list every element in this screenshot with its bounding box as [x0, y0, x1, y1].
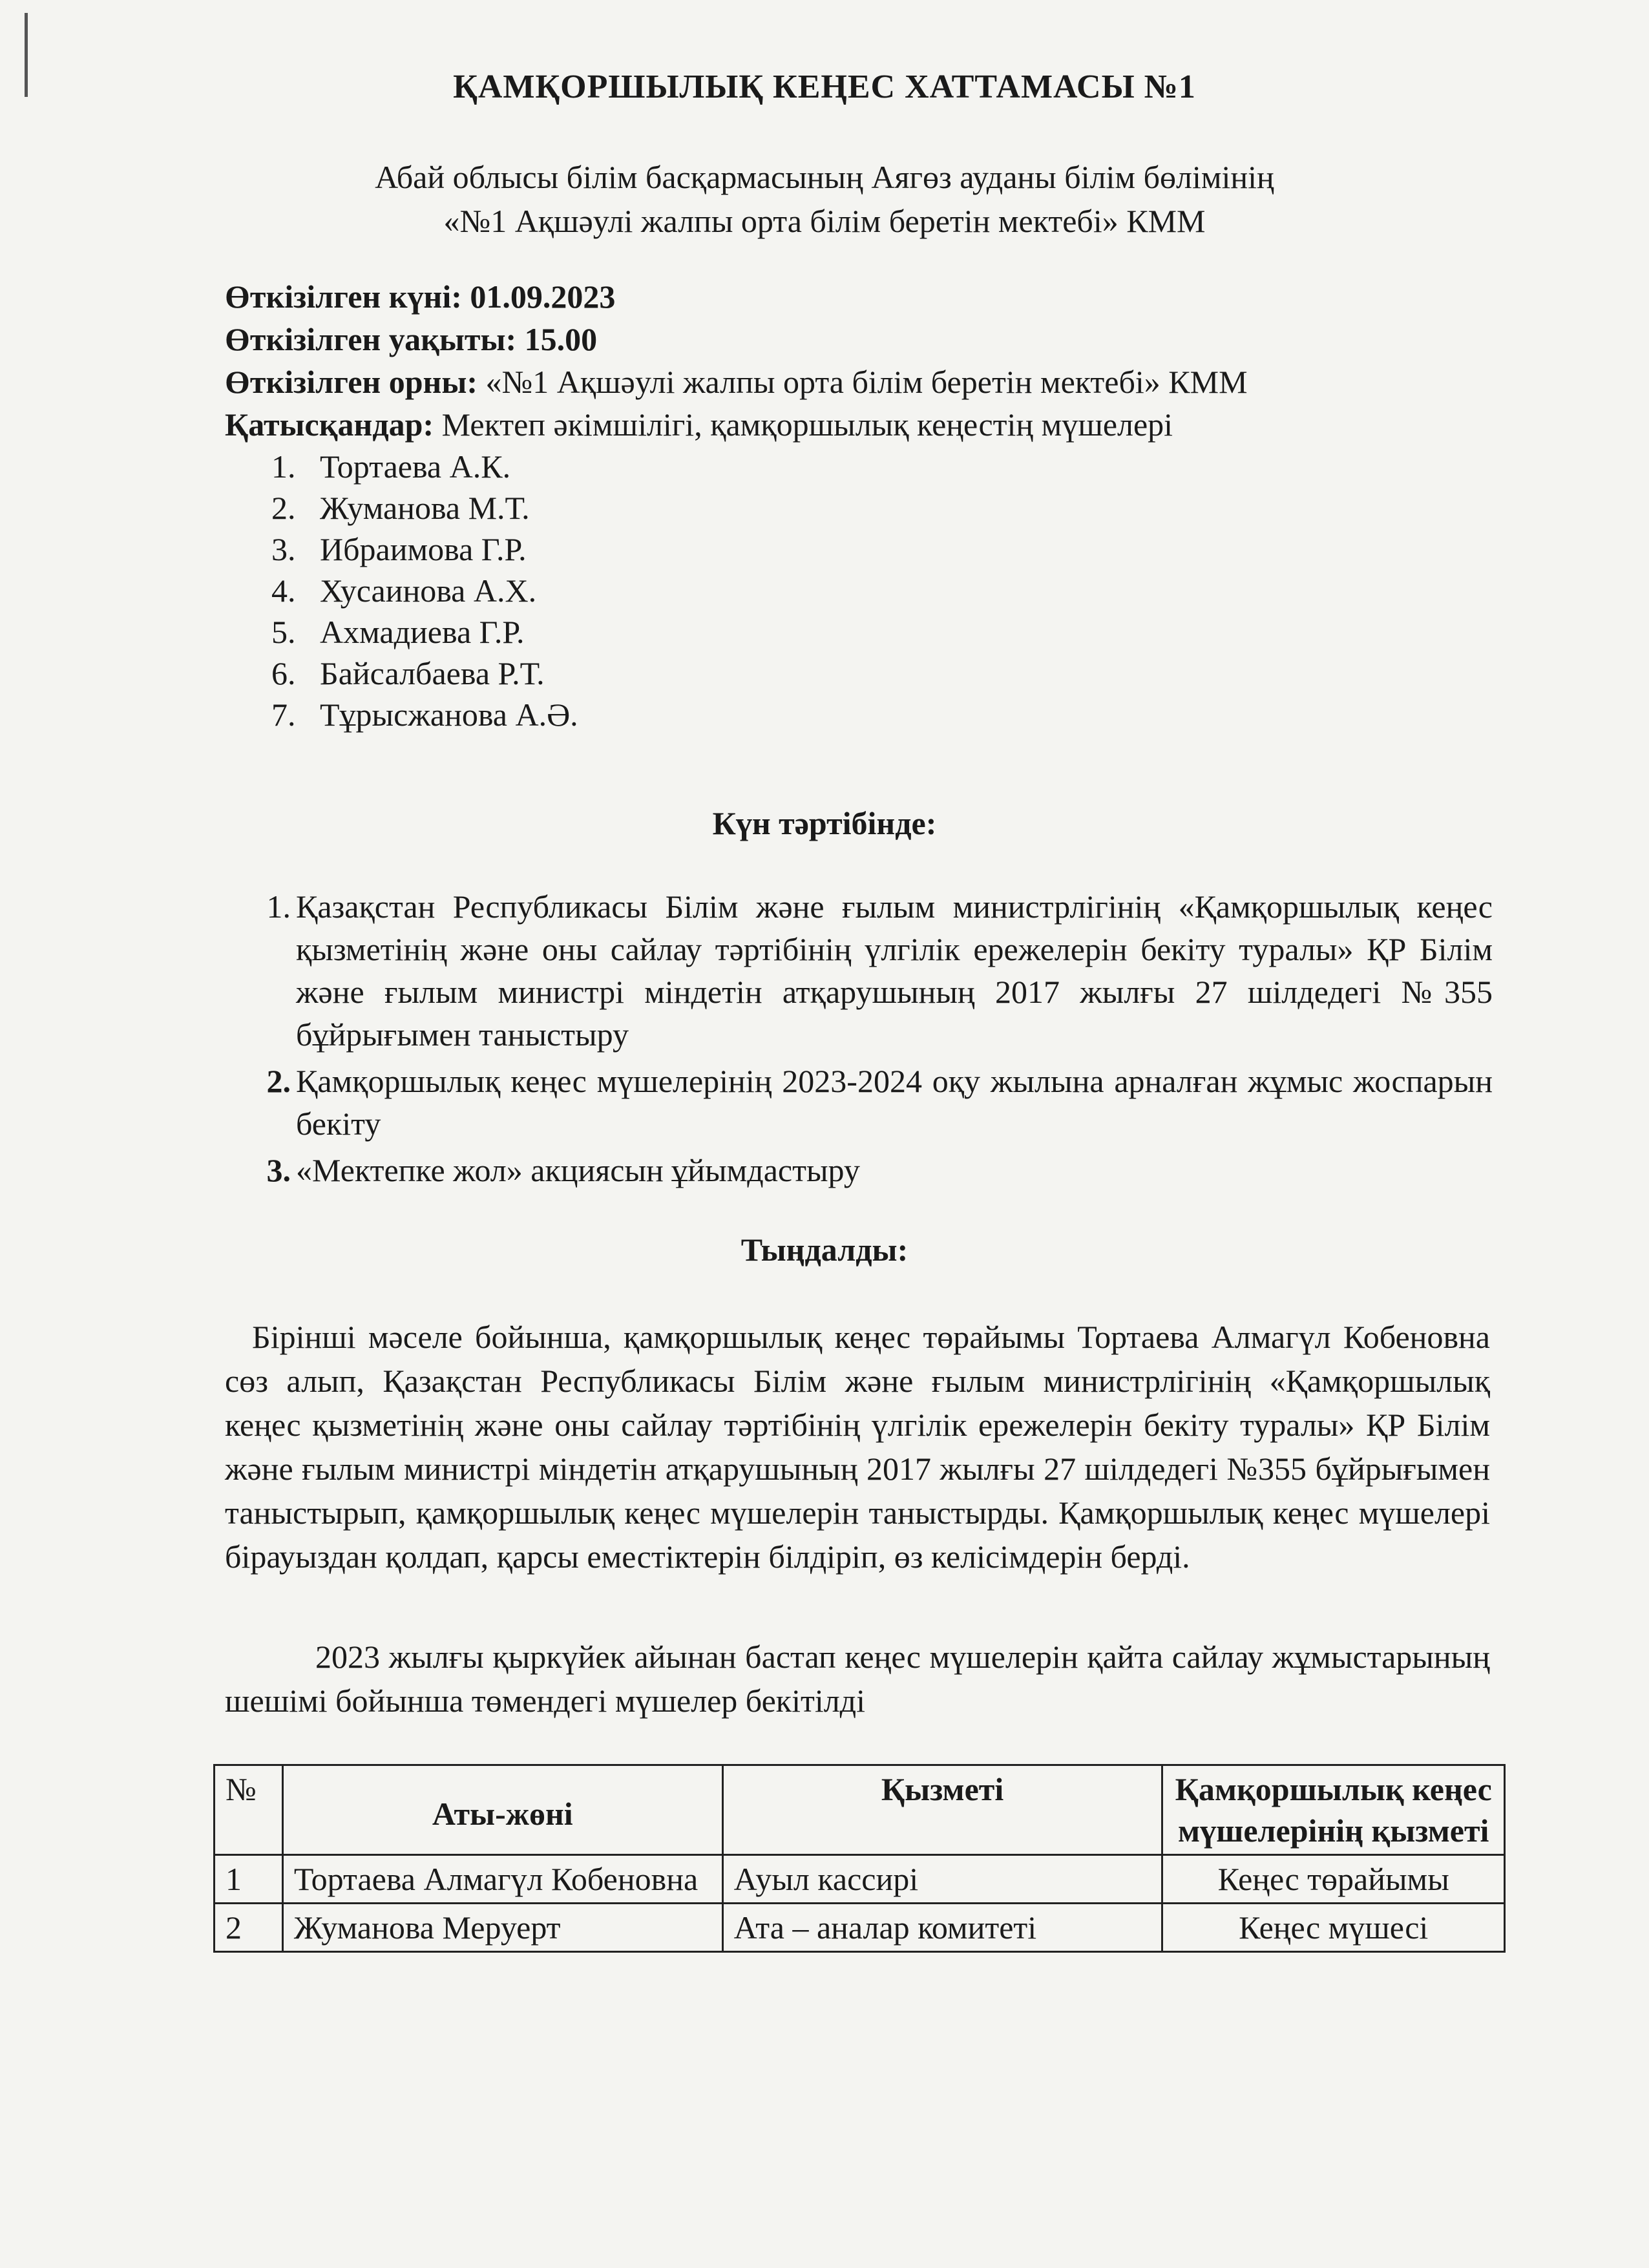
- date-value: 01.09.2023: [470, 278, 616, 315]
- cell-number: 1: [215, 1855, 283, 1904]
- cell-name: Тортаева Алмагүл Кобеновна: [282, 1855, 722, 1904]
- header-position: Қызметі: [722, 1765, 1162, 1855]
- participant-name: Байсалбаева Р.Т.: [320, 655, 545, 691]
- participant-name: Ахмадиева Г.Р.: [320, 614, 525, 650]
- cell-council-role: Кеңес мүшесі: [1162, 1904, 1505, 1952]
- date-row: [225, 275, 1517, 318]
- agenda-list: [226, 885, 1493, 1195]
- list-item: [271, 653, 578, 694]
- time-row: [225, 318, 1517, 361]
- paragraph-2: 2023 жылғы қыркүйек айынан бастап кеңес мүшелерін қайта сайлау жұмыстарының шешімі бойынша төмендегі мүшелер бекітілді: [225, 1639, 1490, 1719]
- list-item: [271, 570, 578, 611]
- header-number: №: [215, 1765, 283, 1855]
- table-row: [215, 1904, 1505, 1952]
- participant-name: Хусаинова А.Х.: [320, 572, 537, 609]
- agenda-heading: Күн тәртібінде:: [712, 805, 937, 841]
- subtitle-line-2: «№1 Ақшәулі жалпы орта білім беретін мектебі» КММ: [443, 203, 1206, 239]
- participant-name: Тортаева А.К.: [320, 448, 511, 485]
- members-table: [213, 1764, 1506, 1953]
- agenda-text: Қамқоршылық кеңес мүшелерінің 2023-2024 оқу жылына арналған жұмыс жоспарын бекіту: [296, 1063, 1493, 1142]
- participant-name: Тұрысжанова А.Ә.: [320, 697, 578, 733]
- list-number: 4.: [271, 572, 296, 609]
- date-label: Өткізілген күні:: [225, 278, 462, 315]
- list-number: 5.: [271, 614, 296, 650]
- table-row: [215, 1855, 1505, 1904]
- place-label: Өткізілген орны:: [225, 364, 478, 400]
- agenda-item: [226, 1060, 1493, 1145]
- agenda-item: [226, 885, 1493, 1056]
- participants-row: [225, 403, 1517, 446]
- agenda-number: 2.: [266, 1063, 291, 1099]
- document-title: ҚАМҚОРШЫЛЫҚ КЕҢЕС ХАТТАМАСЫ №1: [453, 68, 1196, 105]
- cell-name: Жуманова Меруерт: [282, 1904, 722, 1952]
- list-item: [271, 446, 578, 487]
- list-item: [271, 611, 578, 653]
- participants-value: Мектеп әкімшілігі, қамқоршылық кеңестің мүшелері: [441, 406, 1173, 443]
- list-number: 7.: [271, 697, 296, 733]
- place-row: [225, 361, 1517, 403]
- list-number: 3.: [271, 531, 296, 567]
- list-item: [271, 529, 578, 570]
- participants-label: Қатысқандар:: [225, 406, 434, 443]
- document-subtitle: [0, 155, 1649, 243]
- paragraph-1: Бірінші мәселе бойынша, қамқоршылық кеңес төрайымы Тортаева Алмагүл Кобеновна сөз алып, Қазақстан Республикасы Білім және ғылым министрлігінің «Қамқоршылық кеңес қызметінің және оны сайлау тәртібінің үлгілік ережелерін бекіту туралы» ҚР Білім және ғылым министрі міндетін атқарушының 2017 жылғы 27 шілдедегі №355 бұйрығымен таныстырып, қамқоршылық кеңес мүшелерін таныстырды. Қамқоршылық кеңес мүшелері бірауыздан қолдап, қарсы еместіктерін білдіріп, өз келісімдерін берді.: [225, 1319, 1490, 1575]
- cell-number: 2: [215, 1904, 283, 1952]
- agenda-item: [226, 1149, 1493, 1192]
- time-value: 15.00: [524, 321, 598, 357]
- list-number: 6.: [271, 655, 296, 691]
- header-council-role: Қамқоршылық кеңес мүшелерінің қызметі: [1162, 1765, 1505, 1855]
- header-name: Аты-жөні: [282, 1765, 722, 1855]
- agenda-number: 3.: [266, 1152, 291, 1188]
- participant-name: Жуманова М.Т.: [320, 490, 530, 526]
- cell-position: Ата – аналар комитеті: [722, 1904, 1162, 1952]
- participants-list: [271, 446, 578, 735]
- listened-heading: Тыңдалды:: [740, 1232, 909, 1268]
- subtitle-line-1: Абай облысы білім басқармасының Аягөз ауданы білім бөлімінің: [375, 159, 1274, 195]
- place-value: «№1 Ақшәулі жалпы орта білім беретін мектебі» КММ: [485, 364, 1248, 400]
- participant-name: Ибраимова Г.Р.: [320, 531, 527, 567]
- agenda-text: Қазақстан Республикасы Білім және ғылым министрлігінің «Қамқоршылық кеңес қызметінің және оны сайлау тәртібінің үлгілік ережелерін бекіту туралы» ҚР Білім және ғылым министрі міндетін атқарушының 2017 жылғы 27 шілдедегі №355 бұйрығымен таныстыру: [296, 888, 1493, 1053]
- time-label: Өткізілген уақыты:: [225, 321, 517, 357]
- list-item: [271, 487, 578, 529]
- meeting-details: [225, 275, 1517, 446]
- list-item: [271, 694, 578, 735]
- cell-position: Ауыл кассирі: [722, 1855, 1162, 1904]
- list-number: 1.: [271, 448, 296, 485]
- table-header-row: [215, 1765, 1505, 1855]
- list-number: 2.: [271, 490, 296, 526]
- agenda-number: 1.: [266, 888, 291, 925]
- agenda-text: «Мектепке жол» акциясын ұйымдастыру: [296, 1152, 860, 1188]
- cell-council-role: Кеңес төрайымы: [1162, 1855, 1505, 1904]
